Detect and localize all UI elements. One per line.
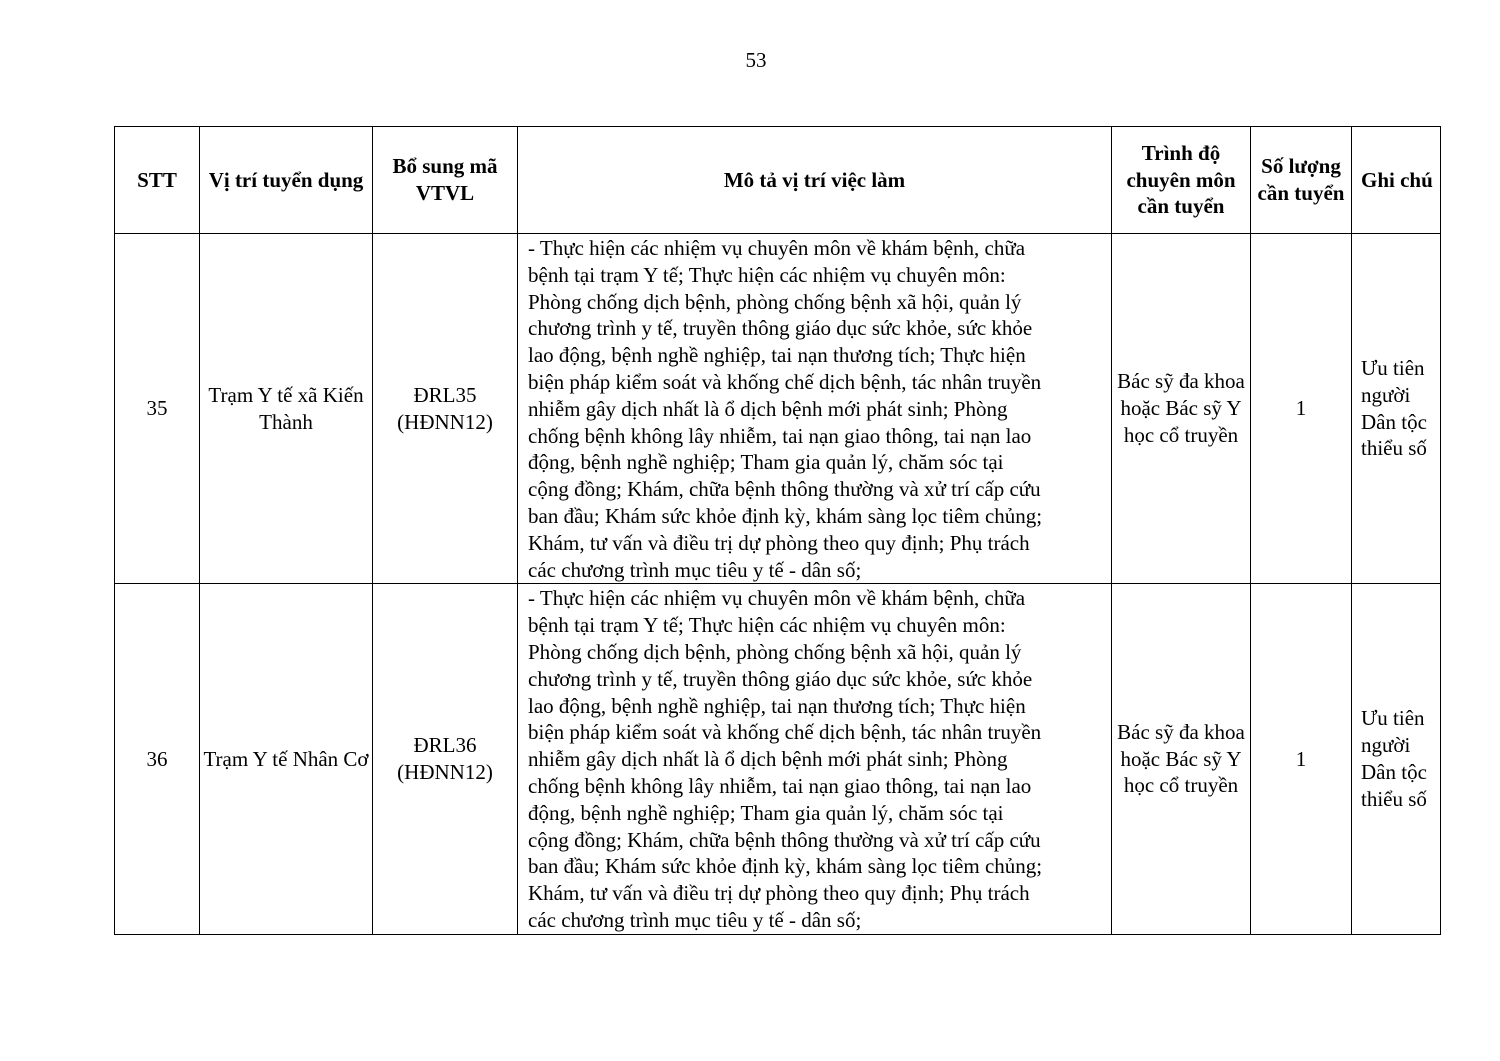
cell-note: Ưu tiên người Dân tộc thiểu số <box>1352 234 1441 584</box>
header-description: Mô tả vị trí việc làm <box>518 127 1112 234</box>
cell-position: Trạm Y tế Nhân Cơ <box>200 584 373 934</box>
table-header-row <box>115 127 1441 234</box>
cell-stt: 35 <box>115 234 200 584</box>
header-stt: STT <box>115 127 200 234</box>
cell-qualification: Bác sỹ đa khoa hoặc Bác sỹ Y học cổ truyền <box>1112 584 1251 934</box>
cell-stt: 36 <box>115 584 200 934</box>
cell-position: Trạm Y tế xã Kiến Thành <box>200 234 373 584</box>
cell-quantity: 1 <box>1251 234 1352 584</box>
cell-description: - Thực hiện các nhiệm vụ chuyên môn về khám bệnh, chữa bệnh tại trạm Y tế; Thực hiện các nhiệm vụ chuyên môn: Phòng chống dịch bệnh, phòng chống bệnh xã hội, quản lý chương trình y tế, truyền thông giáo dục sức khỏe, sức khỏe lao động, bệnh nghề nghiệp, tai nạn thương tích; Thực hiện biện pháp kiểm soát và khống chế dịch bệnh, tác nhân truyền nhiễm gây dịch nhất là ổ dịch bệnh mới phát sinh; Phòng chống bệnh không lây nhiễm, tai nạn giao thông, tai nạn lao động, bệnh nghề nghiệp; Tham gia quản lý, chăm sóc tại cộng đồng; Khám, chữa bệnh thông thường và xử trí cấp cứu ban đầu; Khám sức khỏe định kỳ, khám sàng lọc tiêm chủng; Khám, tư vấn và điều trị dự phòng theo quy định; Phụ trách các chương trình mục tiêu y tế - dân số; <box>518 584 1112 934</box>
header-code: Bổ sung mã VTVL <box>373 127 518 234</box>
header-position: Vị trí tuyển dụng <box>200 127 373 234</box>
cell-code: ĐRL35 (HĐNN12) <box>373 234 518 584</box>
recruitment-table <box>114 126 1441 935</box>
table-row <box>115 584 1441 934</box>
header-qualification: Trình độ chuyên môn cần tuyển <box>1112 127 1251 234</box>
cell-quantity: 1 <box>1251 584 1352 934</box>
cell-code: ĐRL36 (HĐNN12) <box>373 584 518 934</box>
header-quantity: Số lượng cần tuyển <box>1251 127 1352 234</box>
cell-note: Ưu tiên người Dân tộc thiểu số <box>1352 584 1441 934</box>
header-note: Ghi chú <box>1352 127 1441 234</box>
page-number: 53 <box>745 48 767 72</box>
cell-qualification: Bác sỹ đa khoa hoặc Bác sỹ Y học cổ truyền <box>1112 234 1251 584</box>
table-row <box>115 234 1441 584</box>
cell-description: - Thực hiện các nhiệm vụ chuyên môn về khám bệnh, chữa bệnh tại trạm Y tế; Thực hiện các nhiệm vụ chuyên môn: Phòng chống dịch bệnh, phòng chống bệnh xã hội, quản lý chương trình y tế, truyền thông giáo dục sức khỏe, sức khỏe lao động, bệnh nghề nghiệp, tai nạn thương tích; Thực hiện biện pháp kiểm soát và khống chế dịch bệnh, tác nhân truyền nhiễm gây dịch nhất là ổ dịch bệnh mới phát sinh; Phòng chống bệnh không lây nhiễm, tai nạn giao thông, tai nạn lao động, bệnh nghề nghiệp; Tham gia quản lý, chăm sóc tại cộng đồng; Khám, chữa bệnh thông thường và xử trí cấp cứu ban đầu; Khám sức khỏe định kỳ, khám sàng lọc tiêm chủng; Khám, tư vấn và điều trị dự phòng theo quy định; Phụ trách các chương trình mục tiêu y tế - dân số; <box>518 234 1112 584</box>
